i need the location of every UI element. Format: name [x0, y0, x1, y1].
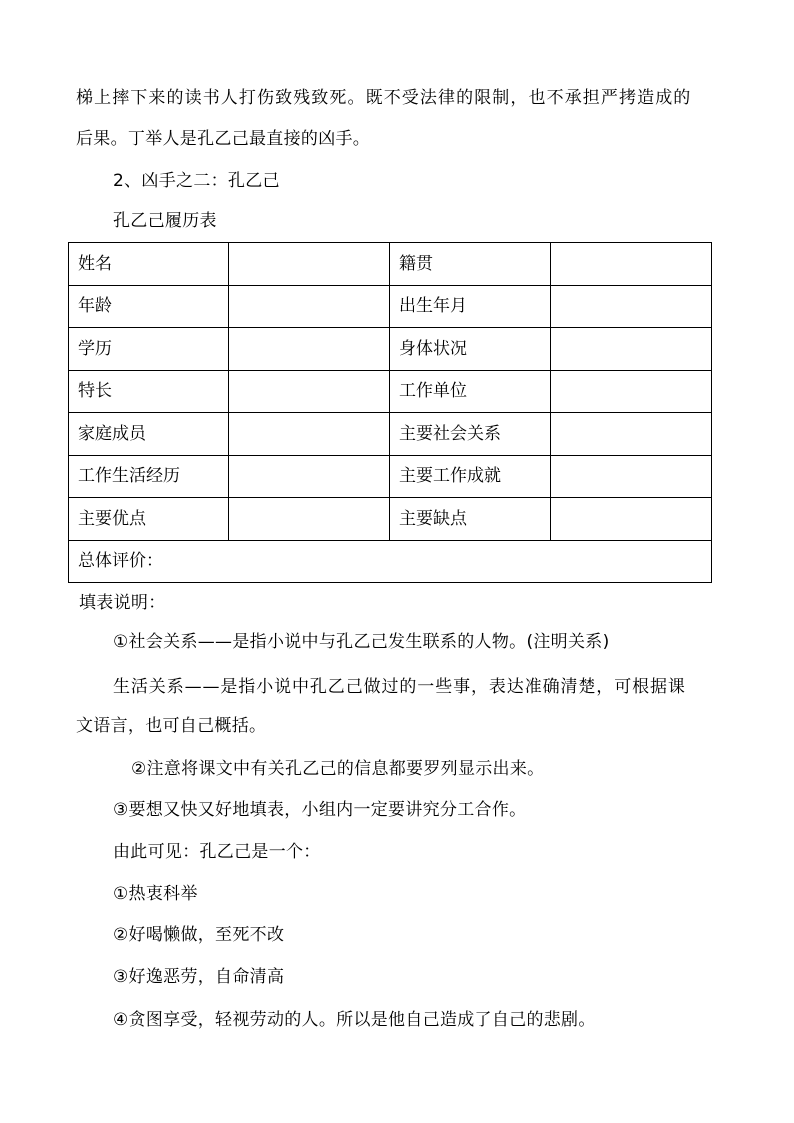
table-row	[69, 413, 712, 456]
field-value-cell[interactable]	[551, 455, 712, 498]
field-value-cell[interactable]	[229, 455, 390, 498]
field-value-cell[interactable]	[229, 413, 390, 456]
field-label: 主要缺点	[390, 498, 551, 541]
section-heading: 2、凶手之二：孔乙己	[113, 171, 280, 191]
field-label: 籍贯	[390, 243, 551, 286]
field-label: 年龄	[69, 285, 229, 328]
field-label: 家庭成员	[69, 413, 229, 456]
conclusion-item: ③好逸恶劳，自命清高	[113, 967, 285, 987]
field-label: 主要工作成就	[390, 455, 551, 498]
note-item: ③要想又快又好地填表，小组内一定要讲究分工合作。	[113, 800, 527, 820]
field-value-cell[interactable]	[551, 498, 712, 541]
table-row	[69, 455, 712, 498]
summary-cell[interactable]: 总体评价：	[69, 540, 712, 583]
paragraph-line: 后果。丁举人是孔乙己最直接的凶手。	[76, 129, 371, 149]
field-value-cell[interactable]	[551, 328, 712, 371]
field-value-cell[interactable]	[229, 370, 390, 413]
field-label: 工作生活经历	[69, 455, 229, 498]
field-label: 工作单位	[390, 370, 551, 413]
field-value-cell[interactable]	[229, 285, 390, 328]
field-value-cell[interactable]	[551, 243, 712, 286]
conclusion-item: ①热衷科举	[113, 884, 198, 904]
table-row	[69, 370, 712, 413]
field-label: 姓名	[69, 243, 229, 286]
field-label: 身体状况	[390, 328, 551, 371]
conclusion-item: ④贪图享受，轻视劳动的人。所以是他自己造成了自己的悲剧。	[113, 1010, 596, 1030]
field-label: 出生年月	[390, 285, 551, 328]
table-row	[69, 243, 712, 286]
note-item: ①社会关系——是指小说中与孔乙己发生联系的人物。(注明关系)	[113, 632, 610, 652]
resume-table	[68, 242, 712, 583]
note-item: 生活关系——是指小说中孔乙己做过的一些事，表达准确清楚，可根据课	[113, 677, 686, 697]
field-label: 主要优点	[69, 498, 229, 541]
field-label: 主要社会关系	[390, 413, 551, 456]
table-row-summary	[69, 540, 712, 583]
conclusion-item: ②好喝懒做，至死不改	[113, 925, 285, 945]
note-item: ②注意将课文中有关孔乙己的信息都要罗列显示出来。	[131, 759, 545, 779]
field-value-cell[interactable]	[551, 285, 712, 328]
notes-heading: 填表说明：	[79, 593, 166, 613]
table-row	[69, 328, 712, 371]
field-value-cell[interactable]	[229, 243, 390, 286]
conclusion-intro: 由此可见：孔乙己是一个：	[113, 842, 321, 862]
field-label: 特长	[69, 370, 229, 413]
note-item-continued: 文语言，也可自己概括。	[76, 716, 267, 736]
field-value-cell[interactable]	[551, 413, 712, 456]
field-value-cell[interactable]	[229, 328, 390, 371]
table-row	[69, 498, 712, 541]
field-value-cell[interactable]	[551, 370, 712, 413]
table-row	[69, 285, 712, 328]
paragraph-line: 梯上摔下来的读书人打伤致残致死。既不受法律的限制，也不承担严拷造成的	[76, 88, 692, 108]
field-label: 学历	[69, 328, 229, 371]
field-value-cell[interactable]	[229, 498, 390, 541]
table-title: 孔乙己履历表	[113, 211, 217, 231]
